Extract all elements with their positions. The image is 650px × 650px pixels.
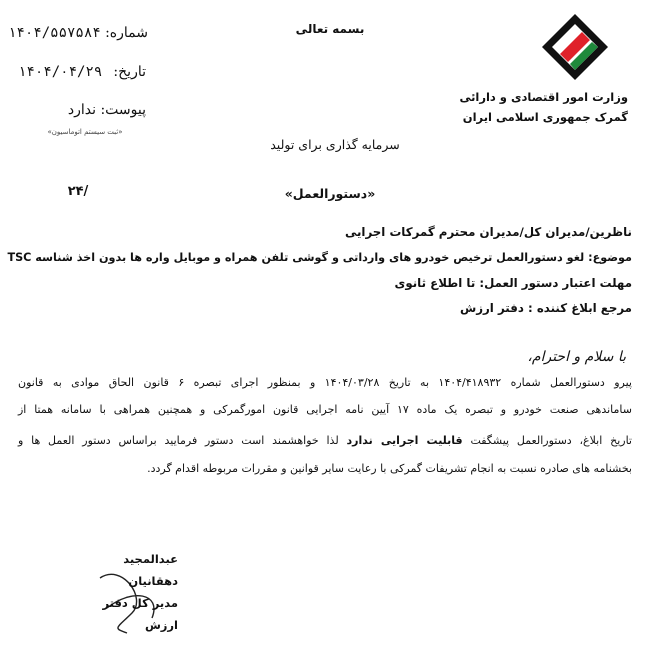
- body-line-4: بخشنامه های صادره نسبت به انجام تشریفات گمرکی با رعایت سایر قوانین و مقررات مربوطه اقدام گردد.: [147, 462, 632, 475]
- signature-block: [98, 548, 178, 636]
- validity-line: مهلت اعتبار دستور العمل: تا اطلاع ثانوی: [394, 276, 632, 290]
- slogan: سرمایه گذاری برای تولید: [270, 137, 400, 152]
- document-title: «دستورالعمل»: [284, 186, 376, 201]
- letter-date-label: تاریخ:: [113, 64, 146, 80]
- body-line-2: ساماندهی صنعت خودرو و تبصره یک ماده ۱۷ آیین نامه اجرایی قانون امورگمرکی و همچنین همراهی با سامانه همتا از: [18, 403, 632, 416]
- letter-date: [18, 64, 146, 80]
- letter-number: [8, 25, 148, 41]
- body-line-1: پیرو دستورالعمل شماره ۱۴۰۴/۴۱۸۹۳۲ به تاریخ ۱۴۰۴/۰۳/۲۸ و بمنظور اجرای تبصره ۶ قانون الحاق موادی به قانون: [18, 376, 632, 389]
- body-line-3: [18, 434, 632, 447]
- bismillah: بسمه تعالی: [295, 22, 365, 36]
- issuer-line: مرجع ابلاغ کننده : دفتر ارزش: [459, 301, 632, 315]
- not-enforceable-text: قابلیت اجرایی ندارد: [346, 434, 463, 447]
- letter-number-label: شماره:: [105, 25, 148, 41]
- system-note: «ثبت سیستم اتوماسیون»: [47, 128, 123, 136]
- letter-date-value: ۱۴۰۴/۰۴/۲۹: [18, 64, 103, 80]
- body-line-3-part-a: تاریخ ابلاغ، دستورالعمل پیشگفت: [462, 434, 632, 447]
- signer-name: عبدالمجید دهقانیان: [123, 552, 178, 588]
- subject-line: موضوع: لغو دستورالعمل ترخیص خودرو های وارداتی و گوشی تلفن همراه و موبایل واره ها بدون اخذ شناسه TSC: [7, 251, 632, 264]
- letter-number-value: ۱۴۰۴/۵۵۷۵۸۴: [8, 25, 101, 41]
- document-number: ۲۴/: [67, 184, 89, 199]
- signer-title: مدیر کل دفتر ارزش: [102, 596, 178, 632]
- greeting: با سلام و احترام،: [527, 349, 626, 365]
- recipients-line: ناظرین/مدیران کل/مدیران محترم گمرکات اجرایی: [345, 225, 632, 239]
- customs-logo-icon: [540, 12, 610, 82]
- org-customs: گمرک جمهوری اسلامی ایران: [462, 110, 628, 124]
- org-ministry: وزارت امور اقتصادی و دارائی: [459, 90, 628, 104]
- body-line-3-part-c: لذا خواهشمند است دستور فرمایید براساس دستور العمل ها و: [18, 434, 347, 447]
- attachment-line: پیوست: ندارد: [67, 102, 146, 118]
